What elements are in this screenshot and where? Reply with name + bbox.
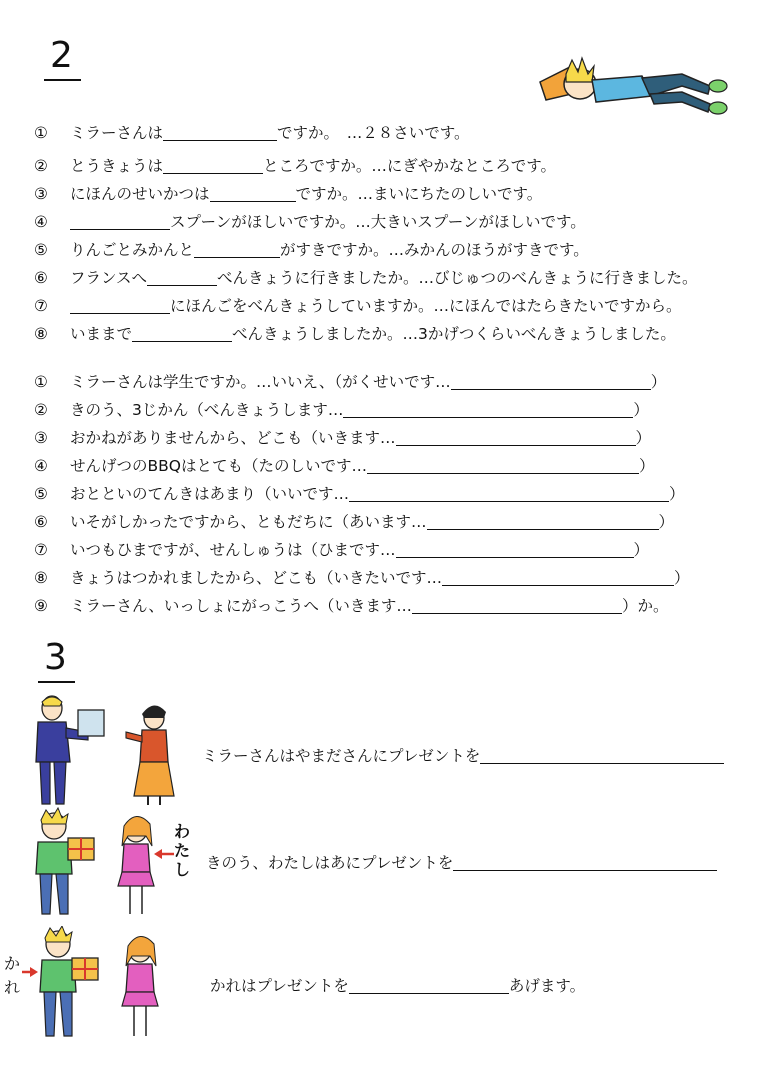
question-b-6: ⑥ いそがしかったですから、ともだちに（あいます… ） — [34, 513, 675, 531]
section-number-2: 2 — [50, 38, 73, 74]
question-a-5: ⑤ りんごとみかんと がすきですか。…みかんのほうがすきです。 — [34, 241, 589, 259]
question-b-3: ③ おかねがありませんから、どこも（いきます… ） — [34, 429, 652, 447]
answer-blank[interactable] — [480, 745, 724, 764]
question-b-5: ⑤ おとといのてんきはあまり（いいです… ） — [34, 485, 685, 503]
answer-blank[interactable] — [194, 239, 280, 258]
he-giving-gift-illustration — [22, 926, 172, 1041]
question-c-2: きのう、わたしはあにプレゼントを — [206, 852, 717, 874]
answer-blank[interactable] — [453, 852, 717, 871]
boy-giving-gift-to-me-illustration — [28, 806, 198, 918]
answer-blank[interactable] — [147, 267, 217, 286]
question-b-2: ② きのう、3じかん（べんきょうします… ） — [34, 401, 649, 419]
question-a-2: ② とうきょうは ところですか。…にぎやかなところです。 — [34, 157, 556, 175]
question-a-7: ⑦ にほんごをべんきょうしていますか。…にほんではたらきたいですから。 — [34, 297, 682, 315]
answer-blank[interactable] — [163, 122, 277, 141]
answer-blank[interactable] — [163, 155, 263, 174]
answer-blank[interactable] — [396, 427, 636, 446]
answer-blank[interactable] — [396, 539, 634, 558]
question-b-7: ⑦ いつもひまですが、せんしゅうは（ひまです… ） — [34, 541, 650, 559]
question-c-1: ミラーさんはやまださんにプレゼントを — [202, 745, 724, 767]
answer-blank[interactable] — [210, 183, 296, 202]
question-a-6: ⑥ フランスへ べんきょうに行きましたか。…びじゅつのべんきょうに行きました。 — [34, 269, 698, 287]
answer-blank[interactable] — [367, 455, 639, 474]
question-c-3: かれはプレゼントを あげます。 — [210, 977, 586, 995]
answer-blank[interactable] — [70, 211, 170, 230]
answer-blank[interactable] — [451, 371, 651, 390]
question-b-9: ⑨ ミラーさん、いっしょにがっこうへ（いきます… ）か。 — [34, 597, 669, 615]
answer-blank[interactable] — [349, 975, 509, 994]
kare-label: かれ — [4, 954, 21, 997]
answer-blank[interactable] — [442, 567, 674, 586]
question-b-4: ④ せんげつのBBQはとても（たのしいです… ） — [34, 457, 655, 475]
answer-blank[interactable] — [343, 399, 633, 418]
question-b-1: ① ミラーさんは学生ですか。…いいえ、（がくせいです… ） — [34, 373, 667, 391]
question-b-8: ⑧ きょうはつかれましたから、どこも（いきたいです… ） — [34, 569, 690, 587]
question-a-3: ③ にほんのせいかつは ですか。…まいにちたのしいです。 — [34, 185, 543, 203]
watashi-label: わたし — [174, 822, 191, 879]
answer-blank[interactable] — [427, 511, 659, 530]
question-a-8: ⑧ いままで べんきょうしましたか。…3かげつくらいべんきょうしました。 — [34, 325, 676, 343]
sleeping-man-illustration — [532, 52, 737, 122]
question-a-4: ④ スプーンがほしいですか。…大きいスプーンがほしいです。 — [34, 213, 586, 231]
question-a-1: ① ミラーさんは ですか。 …２８さいです。 — [34, 124, 470, 142]
suit-man-giving-gift-illustration — [30, 692, 180, 807]
answer-blank[interactable] — [412, 595, 622, 614]
answer-blank[interactable] — [349, 483, 669, 502]
section-number-3: 3 — [44, 640, 67, 676]
answer-blank[interactable] — [132, 323, 232, 342]
answer-blank[interactable] — [70, 295, 170, 314]
